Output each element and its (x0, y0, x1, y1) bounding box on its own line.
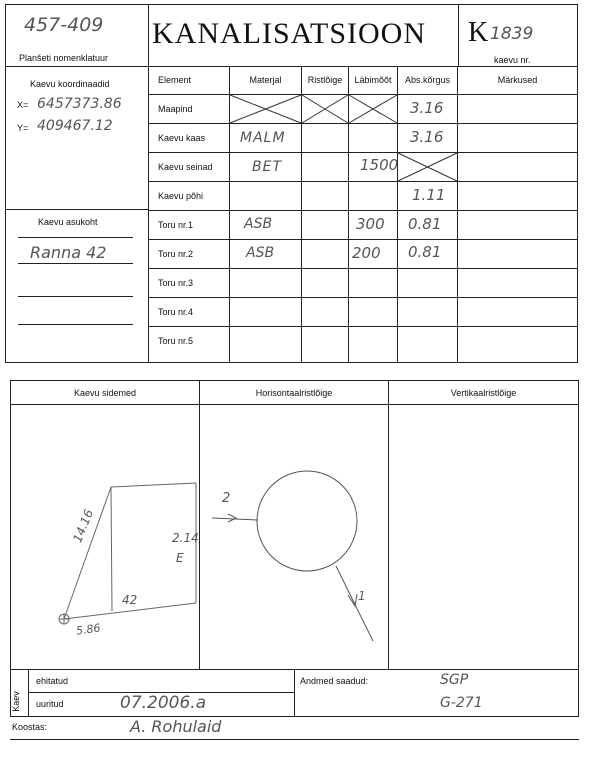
well-label: kaevu nr. (494, 55, 531, 65)
compiled-label: Koostas: (12, 722, 48, 732)
surveyed-label: uuritud (36, 699, 64, 709)
dim-bottom: 42 (122, 593, 138, 607)
surveyed-value: 07.2006.a (120, 693, 207, 713)
coord-x-value: 6457373.86 (37, 96, 122, 112)
section-ties: Kaevu sidemed (73, 388, 137, 398)
location-value: Ranna 42 (30, 243, 107, 262)
data-value-1: SGP (440, 672, 469, 688)
row-abs: 0.81 (408, 243, 442, 261)
col-abs: Abs.kõrgus (404, 75, 451, 85)
row-materjal: BET (252, 159, 283, 175)
section-horizontal: Horisontaalristlõige (255, 388, 333, 398)
row-element: Kaevu seinad (158, 162, 213, 172)
row-element: Kaevu kaas (158, 133, 206, 143)
form-title: KANALISATSIOON (152, 17, 426, 50)
dim-base: 5.86 (75, 621, 102, 638)
col-markused: Märkused (497, 75, 538, 85)
row-abs: 1.11 (412, 186, 446, 204)
coord-y-value: 409467.12 (37, 118, 113, 134)
row-element: Toru nr.3 (158, 278, 194, 288)
coords-label: Kaevu koordinaadid (30, 79, 110, 89)
location-label: Kaevu asukoht (38, 217, 98, 227)
row-element: Toru nr.1 (158, 220, 194, 230)
col-materjal: Materjal (249, 75, 282, 85)
sheet-number: 457-409 (24, 14, 104, 36)
row-abs: 3.16 (410, 99, 444, 117)
data-value-2: G-271 (440, 695, 483, 711)
row-materjal: ASB (246, 245, 275, 261)
row-labimoot: 200 (352, 244, 381, 262)
row-element: Maapind (158, 104, 193, 114)
pipe-in-label: 2 (222, 491, 231, 506)
kaev-label: Kaev (10, 691, 21, 712)
data-label: Andmed saadud: (300, 676, 369, 686)
row-materjal: MALM (240, 130, 286, 146)
sheet-label: Planšeti nomenklatuur (19, 53, 109, 63)
row-labimoot: 300 (356, 215, 385, 233)
pipe-out-label: 1 (358, 589, 366, 603)
row-element: Toru nr.5 (158, 336, 194, 346)
col-ristloige: Ristlõige (307, 75, 343, 85)
col-element: Element (158, 75, 192, 85)
coord-x-label: X= (17, 100, 29, 110)
row-element: Toru nr.4 (158, 307, 194, 317)
col-labimoot: Läbimõõt (354, 75, 392, 85)
dim-side: 2.14 (172, 531, 199, 545)
row-labimoot: 1500 (360, 156, 399, 174)
well-number: 1839 (490, 24, 534, 44)
dim-diagonal: 14.16 (70, 507, 97, 545)
built-label: ehitatud (36, 676, 69, 686)
row-element: Toru nr.2 (158, 249, 194, 259)
well-prefix: K (468, 17, 489, 48)
row-abs: 0.81 (408, 215, 442, 233)
row-element: Kaevu põhi (158, 191, 204, 201)
compiled-value: A. Rohulaid (130, 717, 222, 736)
coord-y-label: Y= (17, 123, 29, 133)
row-materjal: ASB (244, 216, 273, 232)
section-vertical: Vertikaalristlõige (450, 388, 517, 398)
row-abs: 3.16 (410, 128, 444, 146)
dim-side-letter: E (176, 551, 184, 565)
